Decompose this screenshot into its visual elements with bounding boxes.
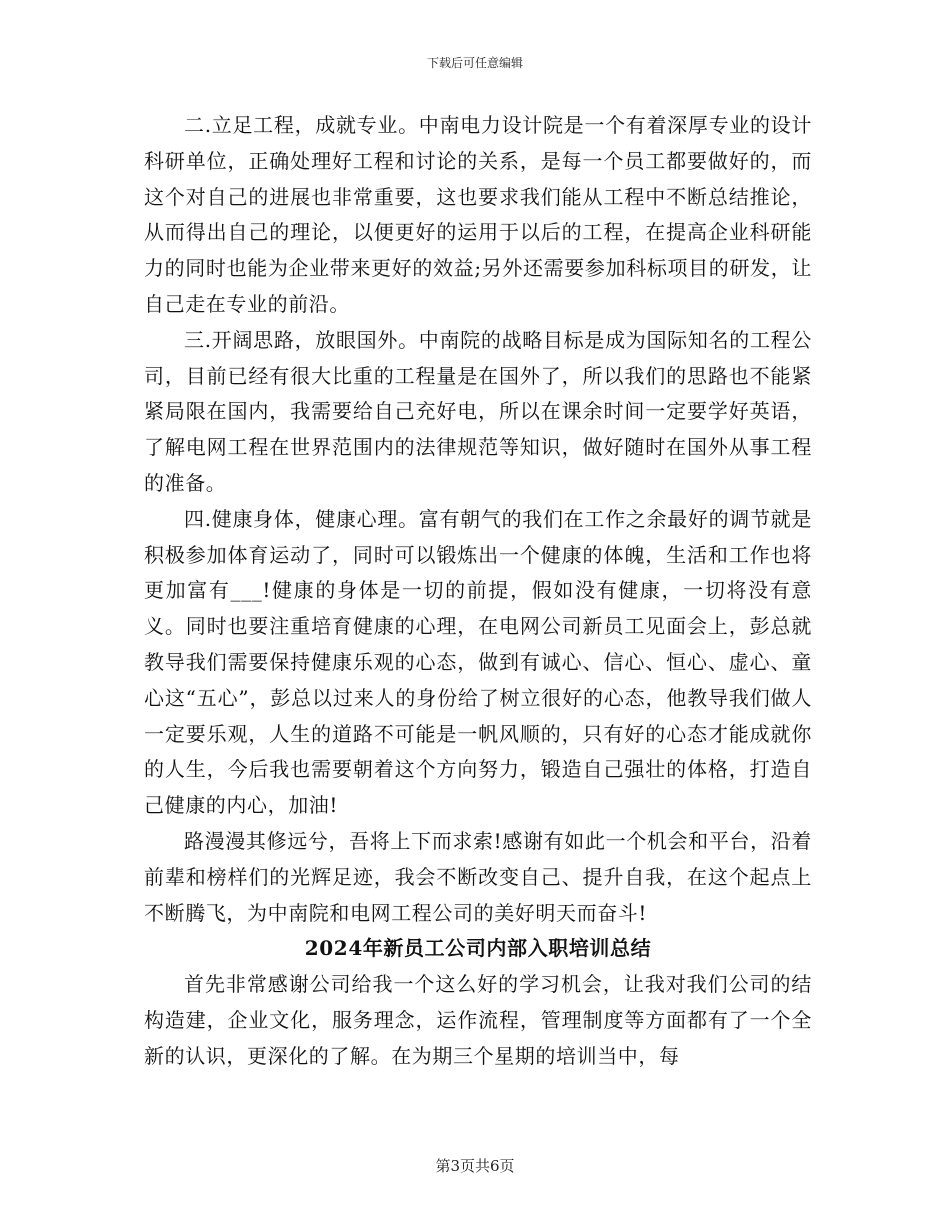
paragraph-3-broaden-thinking: 三.开阔思路，放眼国外。中南院的战略目标是成为国际知名的工程公司，目前已经有很大比重的工程量是在国外了，所以我们的思路也不能紧紧局限在国内，我需要给自己充好电，所以在课余时间一定要学好英语，了解电网工程在世界范围内的法律规范等知识，做好随时在国外从事工程的准备。 <box>144 327 812 495</box>
paragraph-4-health: 四.健康身体，健康心理。富有朝气的我们在工作之余最好的调节就是积极参加体育运动了，同时可以锻炼出一个健康的体魄，生活和工作也将更加富有___!健康的身体是一切的前提，假如没有健康，一切将没有意义。同时也要注重培育健康的心理，在电网公司新员工见面会上，彭总就教导我们需要保持健康乐观的心态，做到有诚心、信心、恒心、虚心、童心这“五心”，彭总以过来人的身份给了树立很好的心态，他教导我们做人一定要乐观，人生的道路不可能是一帆风顺的，只有好的心态才能成就你的人生，今后我也需要朝着这个方向努力，锻造自己强壮的体格，打造自己健康的内心，加油! <box>144 506 812 818</box>
document-body <box>144 108 812 1075</box>
paragraph-2-engineering: 二.立足工程，成就专业。中南电力设计院是一个有着深厚专业的设计科研单位，正确处理好工程和讨论的关系，是每一个员工都要做好的，而这个对自己的进展也非常重要，这也要求我们能从工程中不断总结推论，从而得出自己的理论，以便更好的运用于以后的工程，在提高企业科研能力的同时也能为企业带来更好的效益;另外还需要参加科标项目的研发，让自己走在专业的前沿。 <box>144 113 812 316</box>
header-note: 下载后可任意编辑 <box>426 56 523 70</box>
page-number: 第3页共6页 <box>435 1157 515 1175</box>
paragraph-intro-training: 首先非常感谢公司给我一个这么好的学习机会，让我对我们公司的结构造建，企业文化，服务理念，运作流程，管理制度等方面都有了一个全新的认识，更深化的了解。在为期三个星期的培训当中，每 <box>144 972 812 1068</box>
paragraph-conclusion: 路漫漫其修远兮，吾将上下而求索!感谢有如此一个机会和平台，沿着前辈和榜样们的光辉足迹，我会不断改变自己、提升自我，在这个起点上不断腾飞，为中南院和电网工程公司的美好明天而奋斗! <box>144 828 812 925</box>
section-title: 2024年新员工公司内部入职培训总结 <box>304 936 652 961</box>
